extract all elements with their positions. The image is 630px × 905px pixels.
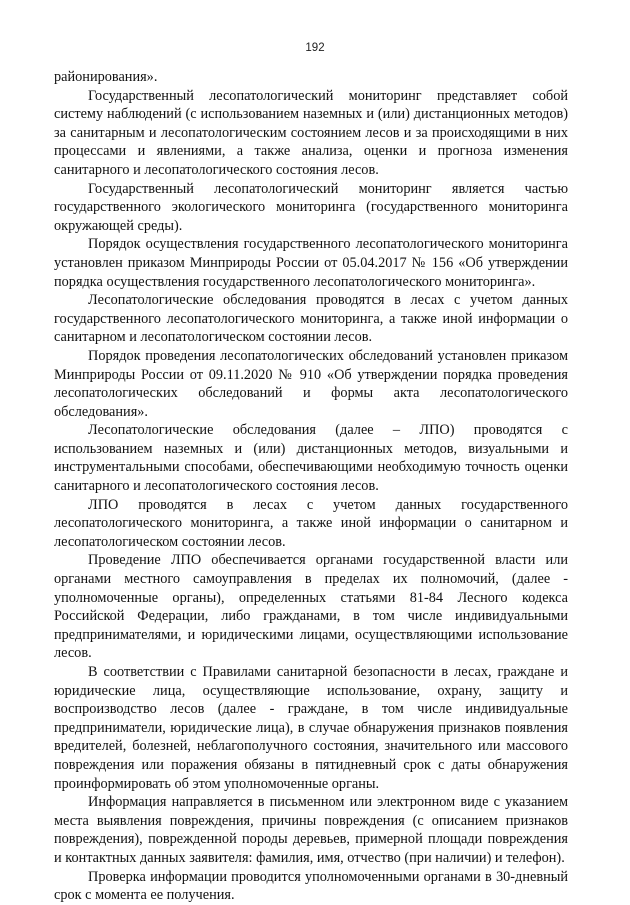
paragraph-lpo-methods: Лесопатологические обследования (далее – ЛПО) проводятся с использованием наземных и (или) дистанционных методов, визуальными и инструментальными способами, обеспечивающими необходимую точность оценки санитарного и лесопатологического состояния лесов. [54,422,568,495]
paragraph-continuation: районирования». [54,69,158,85]
paragraph-surveys-order: Порядок проведения лесопатологических обследований установлен приказом Минприроды России от 09.11.2020 № 910 «Об утверждении порядка проведения лесопатологических обследований и формы акта лесопатологического обследования». [54,347,568,420]
paragraph-monitoring-definition: Государственный лесопатологический мониторинг представляет собой систему наблюдений (с использованием наземных и (или) дистанционных методов) за санитарным и лесопатологическим состоянием лесов и за происходящими в них процессами и явлениями, а также анализа, оценки и прогноза изменения санитарного и лесопатологического состояния лесов. [54,87,568,178]
paragraph-lpo-responsible: Проведение ЛПО обеспечивается органами государственной власти или органами местного самоуправления в пределах их полномочий, (далее - уполномоченные органы), определенных статьями 81-84 Лесного кодекса Российской Федерации, либо гражданами, в том числе индивидуальными предпринимателями, и юридическими лицами, осуществляющими использование лесов. [54,552,568,662]
paragraph-verification: Проверка информации проводится уполномоченными органами в 30-дневный срок с момента ее получения. [54,868,568,904]
paragraph-lpo-data: ЛПО проводятся в лесах с учетом данных государственного лесопатологического мониторинга, а также иной информации о санитарном и лесопатологическом состоянии лесов. [54,496,568,550]
document-body [54,68,568,905]
page-number: 192 [305,42,325,54]
paragraph-information-format: Информация направляется в письменном или электронном виде с указанием места выявления повреждения, причины повреждения (с описанием признаков повреждения), поврежденной породы деревьев, примерной площади повреждения и контактных данных заявителя: фамилия, имя, отчество (при наличии) и телефон). [54,794,568,866]
paragraph-monitoring-part: Государственный лесопатологический мониторинг является частью государственного экологического мониторинга (государственного мониторинга окружающей среды). [54,180,568,234]
paragraph-sanitary-rules: В соответствии с Правилами санитарной безопасности в лесах, граждане и юридические лица, осуществляющие использование, охрану, защиту и воспроизводство лесов (далее - граждане, в том числе индивидуальные предприниматели, юридические лица), в случае обнаружения признаков появления вредителей, болезней, неблагополучного состояния, значительного или массового повреждения или поражения обязаны в пятидневный срок с даты обнаружения проинформировать об этом уполномоченные органы. [54,664,568,792]
paragraph-monitoring-order: Порядок осуществления государственного лесопатологического мониторинга установлен приказом Минприроды России от 05.04.2017 № 156 «Об утверждении порядка осуществления государственного лесопатологического мониторинга». [54,236,568,290]
paragraph-surveys-conducted: Лесопатологические обследования проводятся в лесах с учетом данных государственного лесопатологического мониторинга, а также иной информации о санитарном и лесопатологическом состоянии лесов. [54,292,568,346]
